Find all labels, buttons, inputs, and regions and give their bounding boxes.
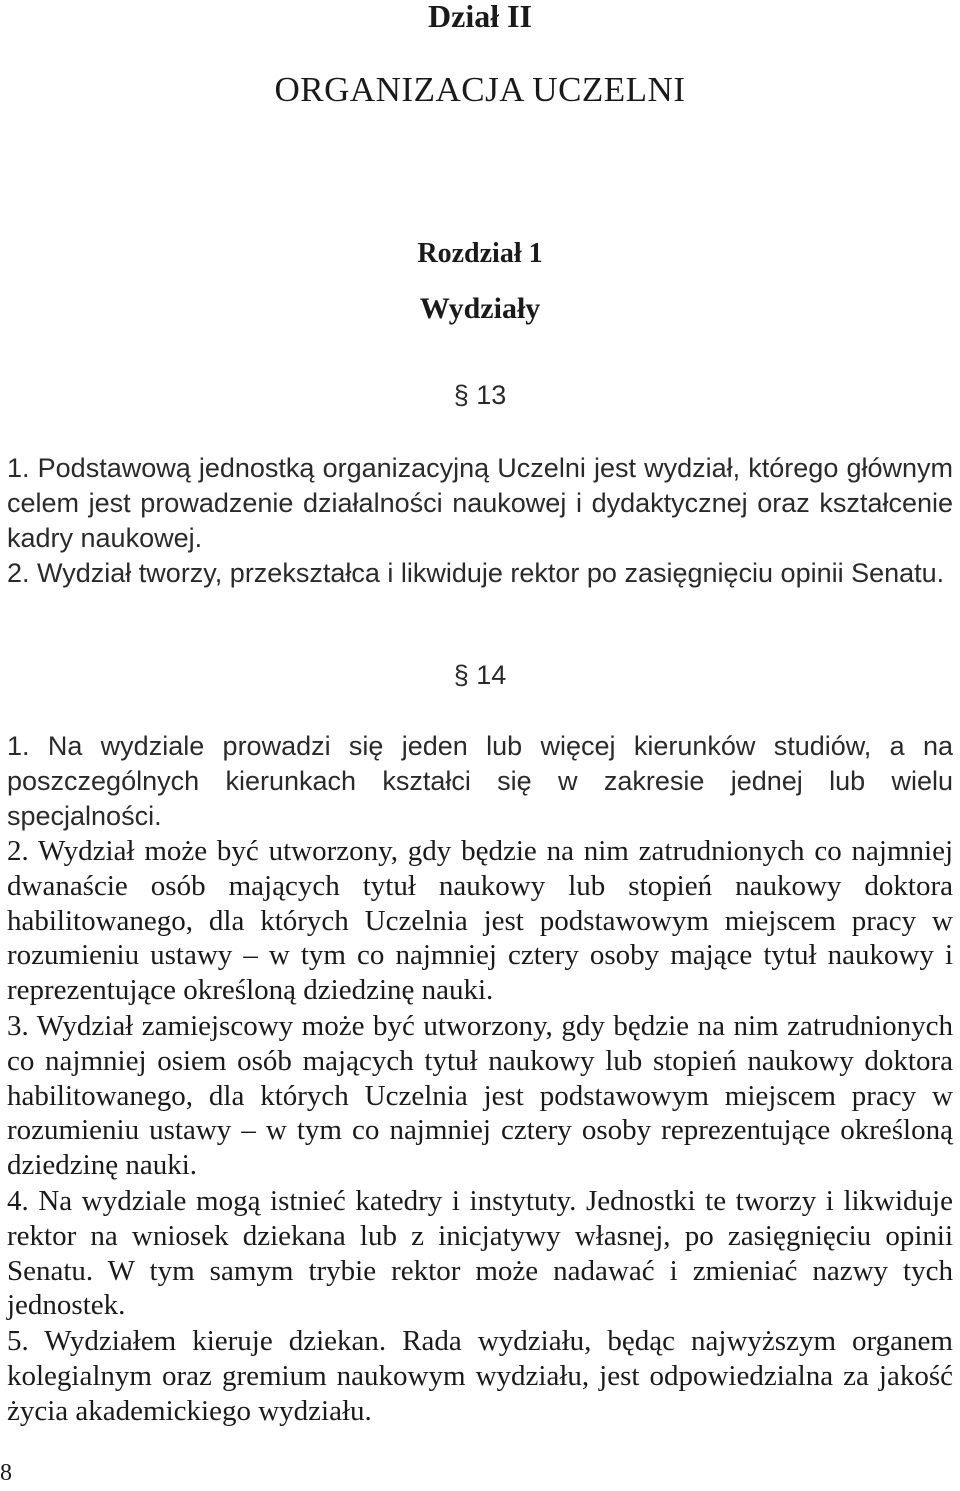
paragraph-14-3: 3. Wydział zamiejscowy może być utworzony, gdy będzie na nim zatrudnionych co najmniej osiem osób mających tytuł naukowy lub stopień naukowy doktora habilitowanego, dla których Uczelnia jest podstawowym miejscem pracy w rozumieniu ustawy – w tym co najmniej cztery osoby reprezentujące określoną dziedzinę nauki.	[7, 1010, 953, 1182]
chapter-heading: Rozdział 1	[417, 238, 543, 269]
paragraph-14-5: 5. Wydziałem kieruje dziekan. Rada wydziału, będąc najwyższym organem kolegialnym oraz gremium naukowym wydziału, jest odpowiedzialna za jakość życia akademickiego wydziału.	[7, 1325, 953, 1427]
paragraph-14-2: 2. Wydział może być utworzony, gdy będzie na nim zatrudnionych co najmniej dwanaście osób mających tytuł naukowy lub stopień naukowy doktora habilitowanego, dla których Uczelnia jest podstawowym miejscem pracy w rozumieniu ustawy – w tym co najmniej cztery osoby mające tytuł naukowy i reprezentujące określoną dziedzinę nauki.	[7, 835, 953, 1007]
section-mark-14: § 14	[453, 660, 507, 690]
paragraph-13-1: 1. Podstawową jednostką organizacyjną Uczelni jest wydział, którego głównym celem jest prowadzenie działalności naukowej i dydaktycznej oraz kształcenie kadry naukowej.	[7, 453, 953, 553]
chapter-title: Wydziały	[419, 292, 541, 325]
page-number: 8	[0, 1460, 12, 1486]
division-title: ORGANIZACJA UCZELNI	[274, 70, 686, 109]
paragraph-14-1: 1. Na wydziale prowadzi się jeden lub więcej kierunków studiów, a na poszczególnych kierunkach kształci się w zakresie jednej lub wielu specjalności.	[7, 731, 953, 831]
paragraph-13-2: 2. Wydział tworzy, przekształca i likwiduje rektor po zasięgnięciu opinii Senatu.	[7, 558, 945, 588]
division-heading: Dział II	[428, 0, 532, 34]
section-mark-13: § 13	[453, 380, 507, 410]
paragraph-14-4: 4. Na wydziale mogą istnieć katedry i instytuty. Jednostki te tworzy i likwiduje rektor na wniosek dziekana lub z inicjatywy własnej, po zasięgnięciu opinii Senatu. W tym samym trybie rektor może nadawać i zmieniać nazwy tych jednostek.	[7, 1185, 953, 1322]
